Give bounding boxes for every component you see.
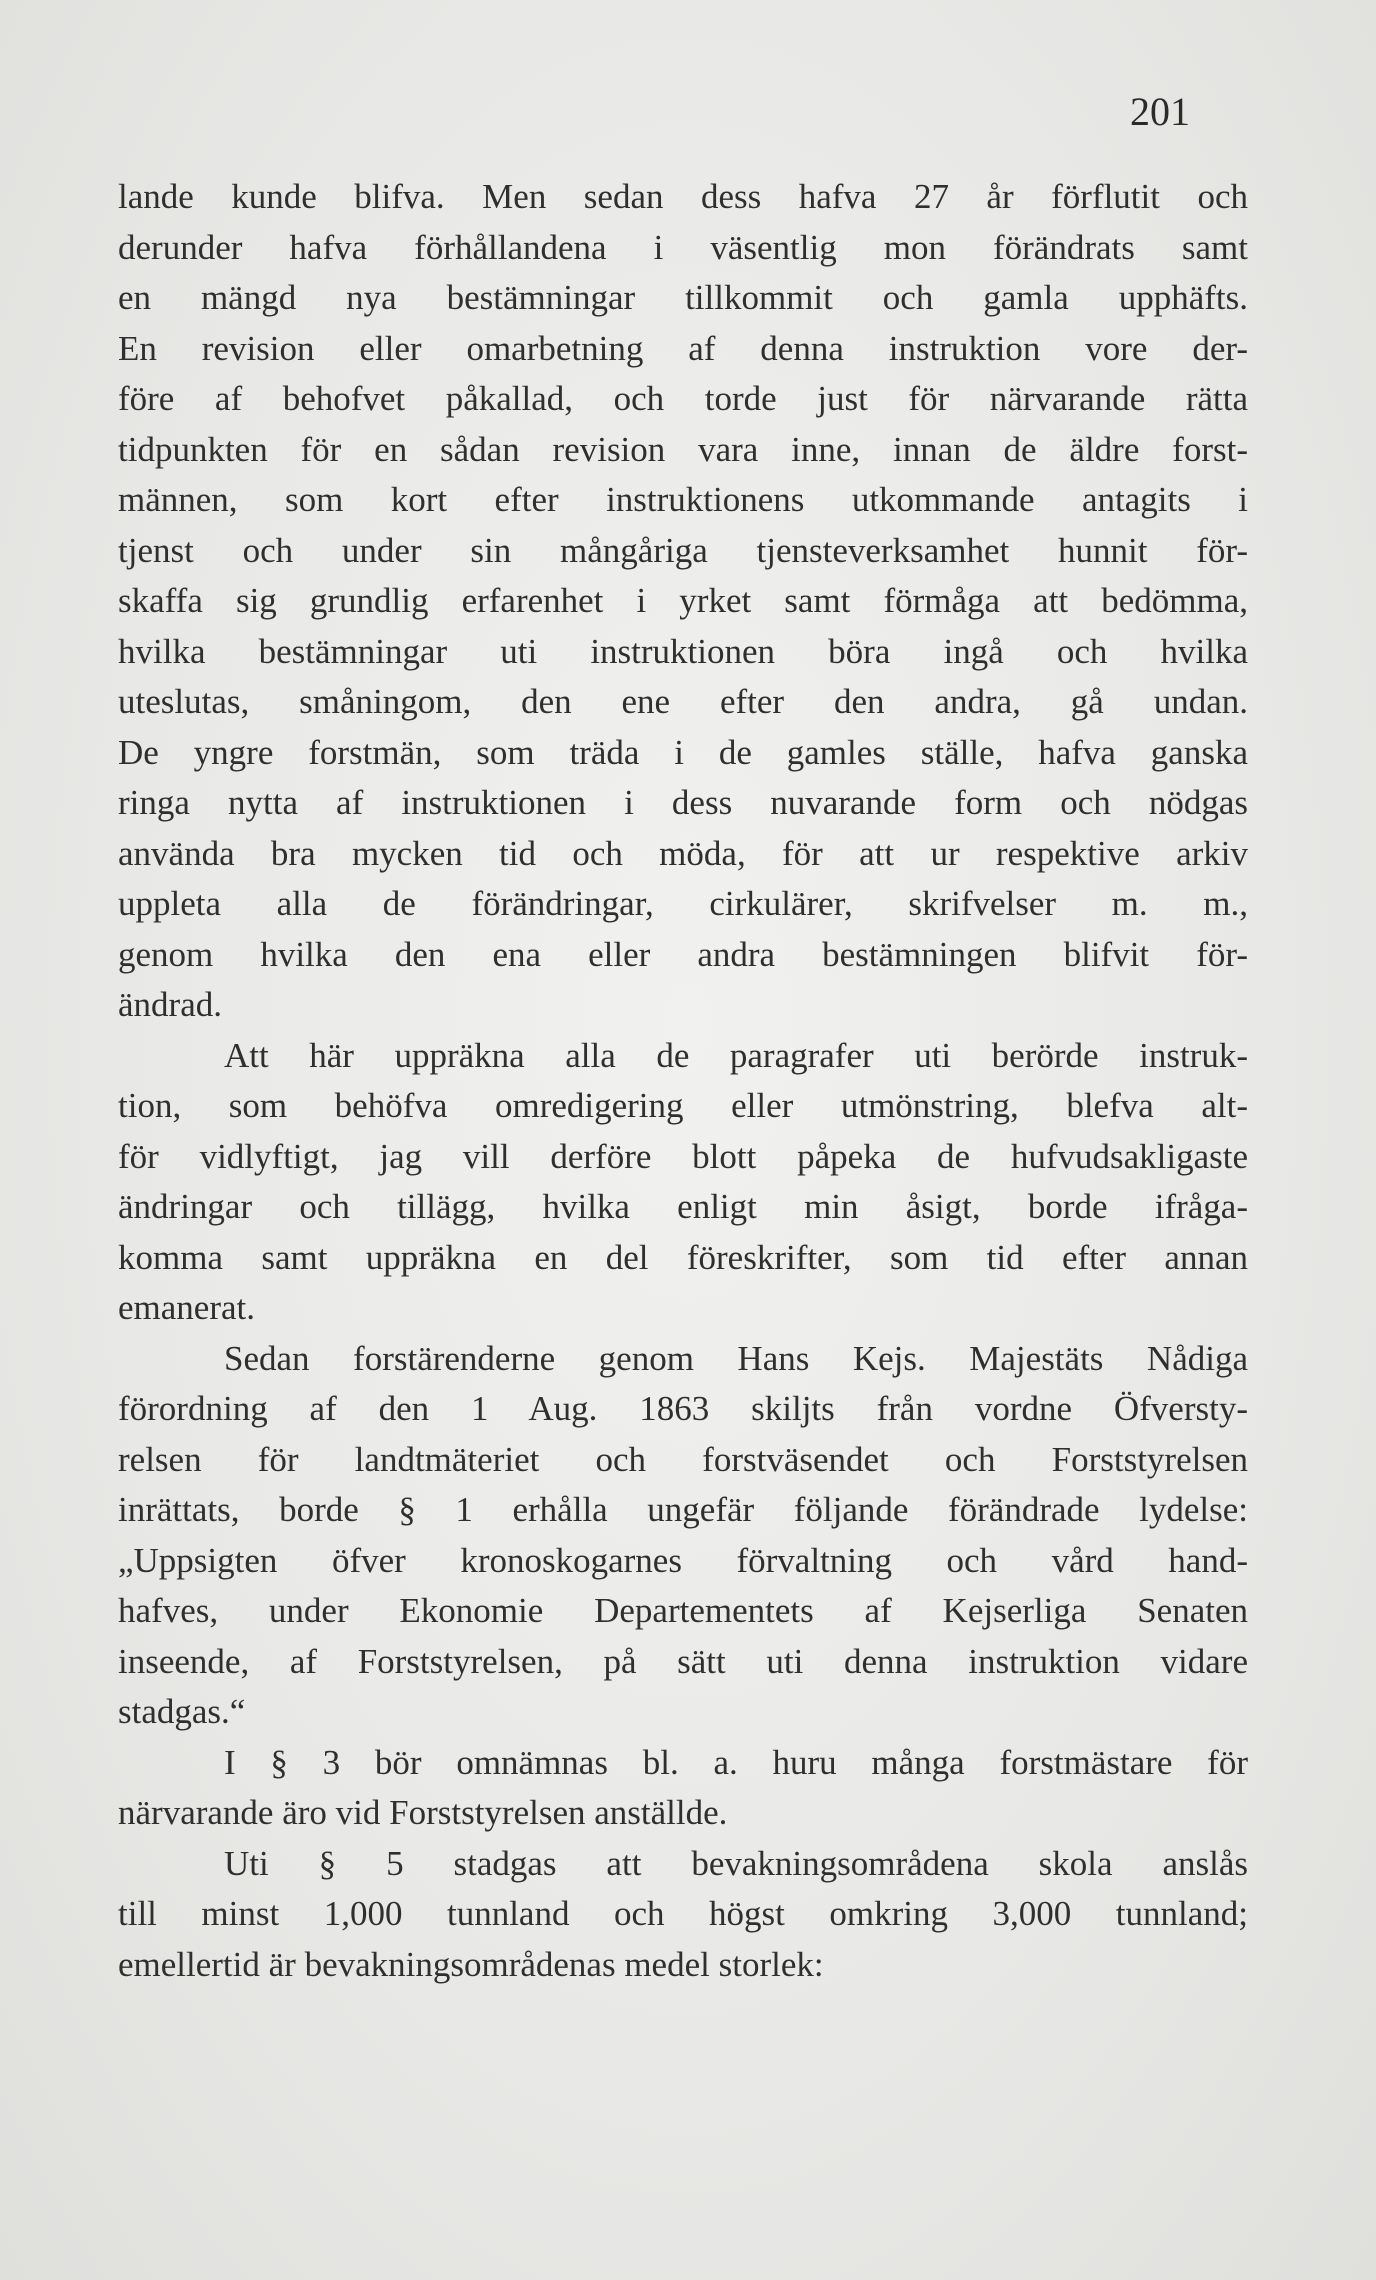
text-line: skaffa sig grundlig erfarenhet i yrket samt förmåga att bedömma,: [118, 581, 1248, 620]
text-line: En revision eller omarbetning af denna instruktion vore der-: [118, 328, 1248, 368]
text-line: emellertid är bevakningsområdenas medel storlek:: [118, 1944, 824, 1984]
body-text: [118, 172, 1248, 1990]
text-line: tion, som behöfva omredigering eller utmönstring, blefva alt-: [118, 1086, 1248, 1125]
paragraph: [118, 172, 1248, 1031]
paragraph: [118, 1031, 1248, 1334]
text-line: komma samt uppräkna en del föreskrifter, som tid efter annan: [118, 1237, 1248, 1277]
text-line: „Uppsigten öfver kronoskogarnes förvaltning och vård hand-: [118, 1540, 1248, 1580]
text-line: före af behofvet påkallad, och torde just för närvarande rätta: [118, 379, 1248, 418]
text-line: inrättats, borde § 1 erhålla ungefär följande förändrade lydelse:: [118, 1490, 1248, 1529]
text-line: I § 3 bör omnämnas bl. a. huru många forstmästare för: [224, 1742, 1248, 1782]
text-line: Uti § 5 stadgas att bevakningsområdena skola anslås: [224, 1843, 1248, 1883]
text-line: Att här uppräkna alla de paragrafer uti berörde instruk-: [224, 1035, 1248, 1075]
text-line: för vidlyftigt, jag vill derföre blott påpeka de hufvudsakligaste: [118, 1136, 1248, 1176]
text-line: uteslutas, småningom, den ene efter den andra, gå undan.: [118, 682, 1248, 721]
text-line: tjenst och under sin mångåriga tjensteverksamhet hunnit för-: [118, 530, 1248, 570]
text-line: derunder hafva förhållandena i väsentlig mon förändrats samt: [118, 227, 1248, 267]
text-line: lande kunde blifva. Men sedan dess hafva 27 år förflutit och: [118, 177, 1248, 216]
text-line: hvilka bestämningar uti instruktionen böra ingå och hvilka: [118, 631, 1248, 671]
text-line: uppleta alla de förändringar, cirkulärer, skrifvelser m. m.,: [118, 884, 1248, 923]
paragraph: [118, 1738, 1248, 1839]
text-line: tidpunkten för en sådan revision vara inne, innan de äldre forst-: [118, 429, 1248, 469]
text-line: De yngre forstmän, som träda i de gamles ställe, hafva ganska: [118, 732, 1248, 772]
text-line: relsen för landtmäteriet och forstväsendet och Forststyrelsen: [118, 1439, 1248, 1479]
text-line: en mängd nya bestämningar tillkommit och gamla upphäfts.: [118, 278, 1248, 317]
text-line: männen, som kort efter instruktionens utkommande antagits i: [118, 480, 1248, 519]
text-line: hafves, under Ekonomie Departementets af Kejserliga Senaten: [118, 1591, 1248, 1630]
page-number: 201: [1130, 89, 1190, 134]
text-line: använda bra mycken tid och möda, för att ur respektive arkiv: [118, 833, 1248, 873]
text-line: ändringar och tillägg, hvilka enligt min åsigt, borde ifråga-: [118, 1187, 1248, 1226]
text-line: stadgas.“: [118, 1692, 246, 1731]
text-line: ändrad.: [118, 985, 222, 1024]
text-line: till minst 1,000 tunnland och högst omkring 3,000 tunnland;: [118, 1894, 1248, 1933]
paragraph: [118, 1334, 1248, 1738]
paragraph: [118, 1839, 1248, 1991]
text-line: inseende, af Forststyrelsen, på sätt uti denna instruktion vidare: [118, 1641, 1248, 1681]
text-line: förordning af den 1 Aug. 1863 skiljts från vordne Öfversty-: [118, 1389, 1248, 1428]
text-line: närvarande äro vid Forststyrelsen anställde.: [118, 1793, 728, 1832]
text-line: genom hvilka den ena eller andra bestämningen blifvit för-: [118, 934, 1248, 974]
text-line: ringa nytta af instruktionen i dess nuvarande form och nödgas: [118, 783, 1248, 822]
text-line: Sedan forstärenderne genom Hans Kejs. Majestäts Nådiga: [224, 1338, 1248, 1378]
text-line: emanerat.: [118, 1288, 255, 1327]
